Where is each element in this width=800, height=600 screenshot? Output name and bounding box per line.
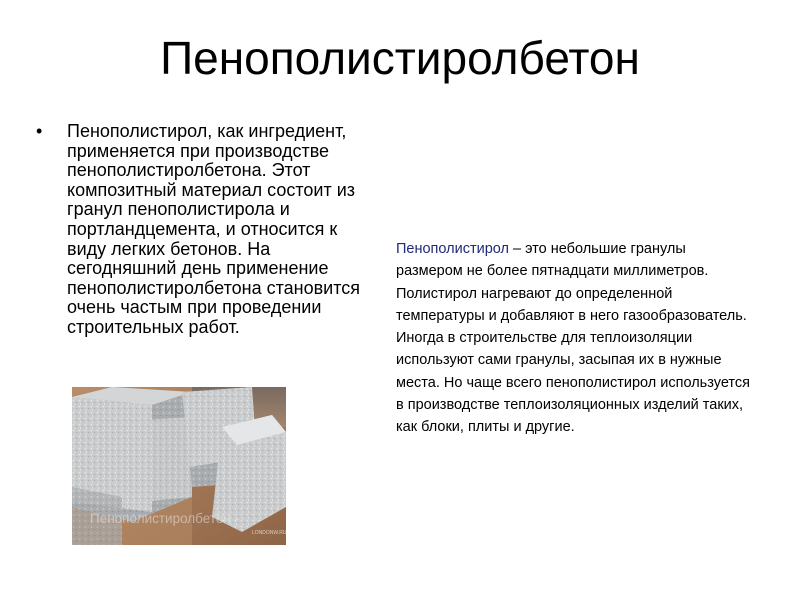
photo-watermark: LONDONW.RU xyxy=(252,530,286,536)
concrete-blocks-photo xyxy=(72,387,286,545)
photo-caption: Пенополистиролбетон - xyxy=(90,511,240,526)
right-paragraph xyxy=(396,238,756,439)
slide-title: Пенополистиролбетон xyxy=(160,32,640,84)
right-paragraph-text: – это небольшие гранулы размером не более пятнадцати миллиметров. Полистирол нагревают до определенной температуры и добавляют в него газообразователь. Иногда в строительстве для теплоизоляции используют сами гранулы, засыпая их в нужные места. Но чаще всего пенополистирол используется в производстве теплоизоляционных изделий таких, как блоки, плиты и другие. xyxy=(396,241,750,436)
bullet-marker: • xyxy=(36,121,43,141)
right-paragraph-highlight: Пенополистирол xyxy=(396,241,509,257)
left-paragraph: Пенополистирол, как ингредиент, применяется при производстве пенополистиролбетона. Этот композитный материал состоит из гранул пенополистирола и портландцемента, и относится к виду легких бетонов. На сегодняшний день применение пенополистиролбетона становится очень частым при проведении строительных работ. xyxy=(67,121,360,337)
